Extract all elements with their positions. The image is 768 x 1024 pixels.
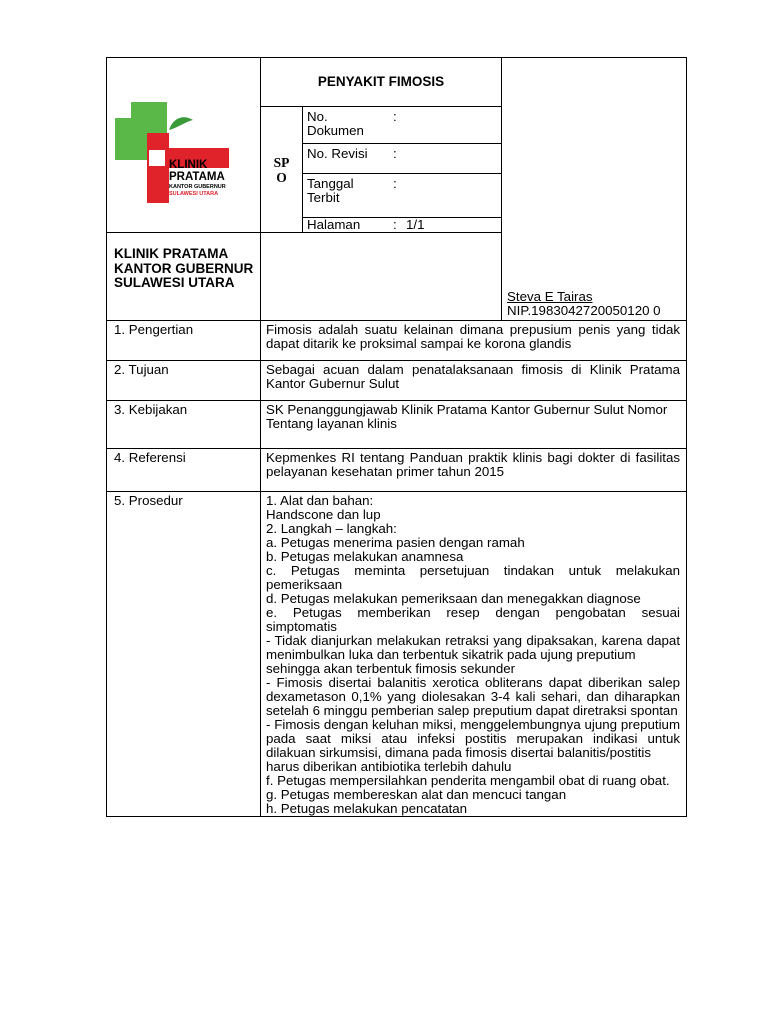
section-content: SK Penanggungjawab Klinik Pratama Kantor Gubernur Sulut Nomor Tentang layanan klinis bbox=[261, 401, 687, 449]
spo-label: SP O bbox=[261, 107, 303, 233]
clinic-logo-cell bbox=[107, 58, 261, 233]
logo-name-line1: KLINIK bbox=[169, 159, 208, 171]
logo-sub-line1: KANTOR GUBERNUR bbox=[169, 184, 226, 190]
org-name: KLINIK PRATAMA KANTOR GUBERNUR SULAWESI UTARA bbox=[107, 233, 261, 321]
clinic-logo bbox=[107, 58, 260, 229]
section-label: 1. Pengertian bbox=[107, 321, 261, 361]
signatory-cell bbox=[502, 58, 687, 321]
meta-document-number: No. Dokumen : bbox=[303, 107, 502, 144]
sop-table bbox=[106, 57, 687, 817]
meta-issue-date: Tanggal Terbit : bbox=[303, 174, 502, 218]
section-content: Fimosis adalah suatu kelainan dimana prepusium penis yang tidak dapat ditarik ke proksimal sampai ke korona glandis bbox=[261, 321, 687, 361]
section-label: 2. Tujuan bbox=[107, 361, 261, 401]
meta-revision: No. Revisi : bbox=[303, 144, 502, 174]
signatory-name: Steva E Tairas bbox=[507, 289, 593, 304]
section-content: Kepmenkes RI tentang Panduan praktik klinis bagi dokter di fasilitas pelayanan kesehatan primer tahun 2015 bbox=[261, 449, 687, 492]
logo-name-line2: PRATAMA bbox=[169, 171, 225, 183]
signatory-nip: NIP.1983042720050120 0 bbox=[507, 303, 661, 318]
section-label: 5. Prosedur bbox=[107, 492, 261, 817]
section-content: Sebagai acuan dalam penatalaksanaan fimosis di Klinik Pratama Kantor Gubernur Sulut bbox=[261, 361, 687, 401]
procedure-content: 1. Alat dan bahan: Handscone dan lup 2. Langkah – langkah: a. Petugas menerima pasien dengan ramah b. Petugas melakukan anamnesa c. Petugas meminta persetujuan tindakan untuk melakukan pemeriksaan d. Petugas melakukan pemeriksaan dan menegakkan diagnose e. Petugas memberikan resep dengan pengobatan sesuai simptomatis - Tidak dianjurkan melakukan retraksi yang dipaksakan, karena dapat menimbulkan luka dan terbentuk sikatrik pada ujung preputium sehingga akan terbentuk fimosis sekunder - Fimosis disertai balanitis xerotica obliterans dapat diberikan salep dexametason 0,1% yang diolesakan 3-4 kali sehari, dan diharapkan setelah 6 minggu pemberian salep preputium dapat diretraksi spontan - Fimosis dengan keluhan miksi, menggelembungnya ujung preputium pada saat miksi atau infeksi postitis merupakan indikasi untuk dilakuan sirkumsisi, dimana pada fimosis disertai balanitis/postitis harus diberikan antibiotika terlebih dahulu f. Petugas mempersilahkan penderita mengambil obat di ruang obat. g. Petugas membereskan alat dan mencuci tangan h. Petugas melakukan pencatatan bbox=[261, 492, 687, 817]
section-label: 3. Kebijakan bbox=[107, 401, 261, 449]
logo-sub-line2: SULAWESI UTARA bbox=[169, 190, 219, 197]
meta-page: Halaman : 1/1 bbox=[303, 218, 502, 233]
section-label: 4. Referensi bbox=[107, 449, 261, 492]
org-blank-cell bbox=[261, 233, 502, 321]
sop-document bbox=[106, 57, 686, 817]
sop-title: PENYAKIT FIMOSIS bbox=[261, 58, 502, 107]
